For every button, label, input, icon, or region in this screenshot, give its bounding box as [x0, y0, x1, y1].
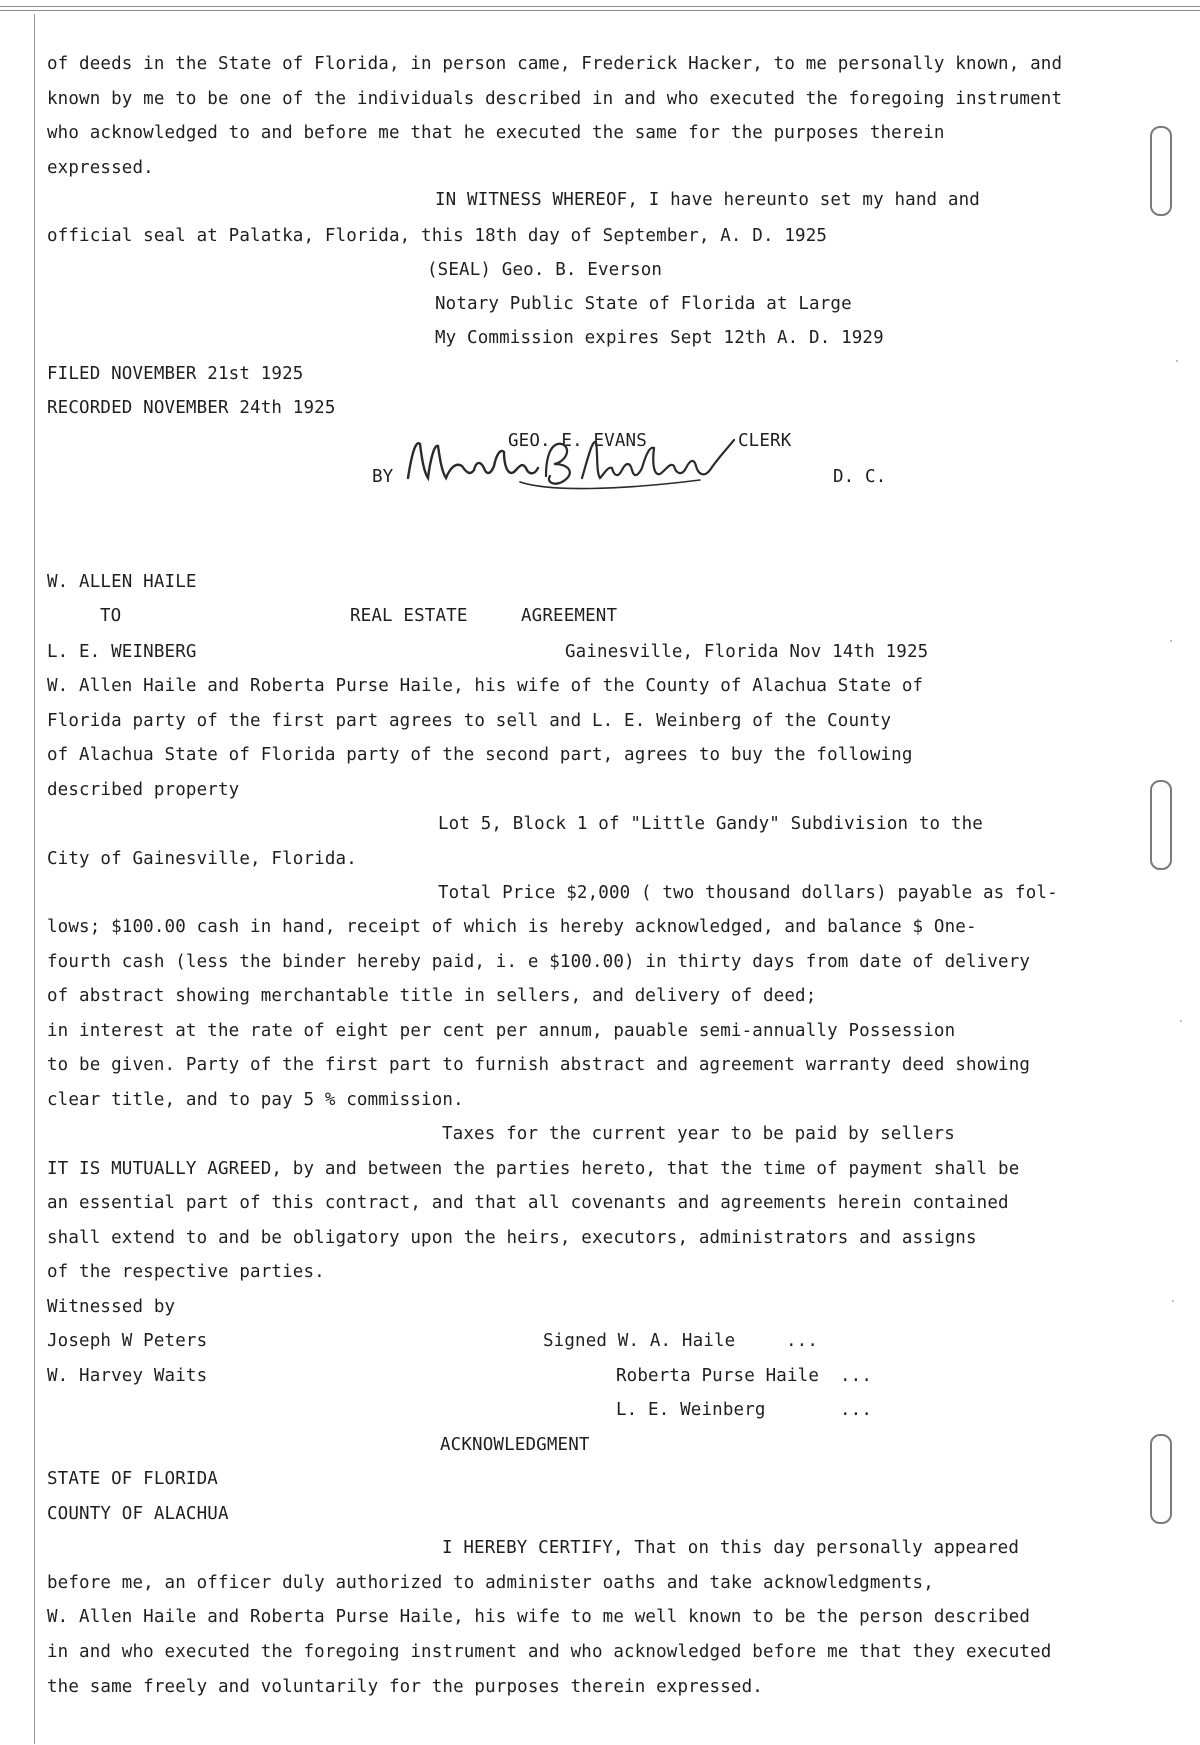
- body-line: an essential part of this contract, and that all covenants and agreements herein contained: [47, 1193, 1009, 1213]
- body-line: before me, an officer duly authorized to administer oaths and take acknowledgments,: [47, 1573, 934, 1593]
- body-line: who acknowledged to and before me that he executed the same for the purposes therein: [47, 123, 945, 143]
- paper-speck: [1176, 360, 1178, 362]
- venue-state: STATE OF FLORIDA: [47, 1469, 218, 1489]
- body-line: shall extend to and be obligatory upon the heirs, executors, administrators and assigns: [47, 1228, 977, 1248]
- body-line: known by me to be one of the individuals described in and who executed the foregoing instrument: [47, 89, 1063, 109]
- body-line: in interest at the rate of eight per cent per annum, pauable semi-annually Possession: [47, 1021, 956, 1041]
- clerk-name: GEO. E. EVANS: [508, 431, 647, 451]
- body-line: I HEREBY CERTIFY, That on this day personally appeared: [442, 1538, 1020, 1558]
- signature-dots: ...: [840, 1400, 873, 1420]
- body-line: the same freely and voluntarily for the purposes therein expressed.: [47, 1677, 763, 1697]
- notary-name: (SEAL) Geo. B. Everson: [427, 260, 663, 280]
- witness-name: W. Harvey Waits: [47, 1366, 208, 1386]
- paper-speck: [1170, 640, 1172, 642]
- handwritten-signature: [400, 432, 742, 496]
- body-line: of the respective parties.: [47, 1262, 325, 1282]
- top-border-line: [0, 6, 1200, 7]
- paper-speck: [1172, 1300, 1174, 1302]
- instrument-type-2: AGREEMENT: [521, 606, 618, 626]
- signature-dots: ...: [840, 1366, 873, 1386]
- party-grantor: W. ALLEN HAILE: [47, 572, 197, 592]
- agreement-date: Gainesville, Florida Nov 14th 1925: [565, 642, 929, 662]
- body-line: Total Price $2,000 ( two thousand dollars) payable as fol-: [438, 883, 1058, 903]
- venue-county: COUNTY OF ALACHUA: [47, 1504, 229, 1524]
- acknowledgment-heading: ACKNOWLEDGMENT: [440, 1435, 590, 1455]
- notary-commission: My Commission expires Sept 12th A. D. 1929: [435, 328, 884, 348]
- signer-name: Signed W. A. Haile: [543, 1331, 736, 1351]
- witnessed-by-label: Witnessed by: [47, 1297, 176, 1317]
- deputy-clerk-label: D. C.: [833, 467, 887, 487]
- body-line: expressed.: [47, 158, 154, 178]
- body-line: of abstract showing merchantable title in sellers, and delivery of deed;: [47, 986, 817, 1006]
- body-line: of deeds in the State of Florida, in person came, Frederick Hacker, to me personally known, and: [47, 54, 1063, 74]
- body-line: W. Allen Haile and Roberta Purse Haile, his wife to me well known to be the person described: [47, 1607, 1031, 1627]
- by-label: BY: [372, 467, 394, 487]
- body-line: official seal at Palatka, Florida, this 18th day of September, A. D. 1925: [47, 226, 828, 246]
- binder-ring-hole: [1150, 126, 1172, 216]
- filed-date: FILED NOVEMBER 21st 1925: [47, 364, 304, 384]
- body-line: of Alachua State of Florida party of the second part, agrees to buy the following: [47, 745, 913, 765]
- signer-name: L. E. Weinberg: [616, 1400, 766, 1420]
- paper-speck: [1180, 1020, 1182, 1022]
- body-line: lows; $100.00 cash in hand, receipt of which is hereby acknowledged, and balance $ One-: [47, 917, 977, 937]
- body-line: Florida party of the first part agrees to sell and L. E. Weinberg of the County: [47, 711, 892, 731]
- binder-ring-hole: [1150, 1434, 1172, 1524]
- recorded-date: RECORDED NOVEMBER 24th 1925: [47, 398, 336, 418]
- witness-name: Joseph W Peters: [47, 1331, 208, 1351]
- left-margin-line: [34, 14, 35, 1744]
- body-line: clear title, and to pay 5 % commission.: [47, 1090, 464, 1110]
- body-line: Taxes for the current year to be paid by sellers: [442, 1124, 955, 1144]
- body-line: in and who executed the foregoing instrument and who acknowledged before me that they executed: [47, 1642, 1052, 1662]
- signer-name: Roberta Purse Haile: [616, 1366, 820, 1386]
- to-label: TO: [100, 606, 122, 626]
- property-description: Lot 5, Block 1 of "Little Gandy" Subdivision to the: [438, 814, 983, 834]
- body-line: fourth cash (less the binder hereby paid, i. e $100.00) in thirty days from date of delivery: [47, 952, 1031, 972]
- body-line: IT IS MUTUALLY AGREED, by and between the parties hereto, that the time of payment shall be: [47, 1159, 1020, 1179]
- binder-ring-hole: [1150, 780, 1172, 870]
- party-grantee: L. E. WEINBERG: [47, 642, 197, 662]
- body-line: to be given. Party of the first part to furnish abstract and agreement warranty deed showing: [47, 1055, 1031, 1075]
- clerk-title: CLERK: [738, 431, 792, 451]
- body-line: IN WITNESS WHEREOF, I have hereunto set my hand and: [435, 190, 980, 210]
- notary-title: Notary Public State of Florida at Large: [435, 294, 852, 314]
- body-line: City of Gainesville, Florida.: [47, 849, 357, 869]
- top-border-line-2: [0, 10, 1200, 11]
- signature-dots: ...: [786, 1331, 819, 1351]
- instrument-type: REAL ESTATE: [350, 606, 468, 626]
- body-line: described property: [47, 780, 240, 800]
- body-line: W. Allen Haile and Roberta Purse Haile, his wife of the County of Alachua State of: [47, 676, 924, 696]
